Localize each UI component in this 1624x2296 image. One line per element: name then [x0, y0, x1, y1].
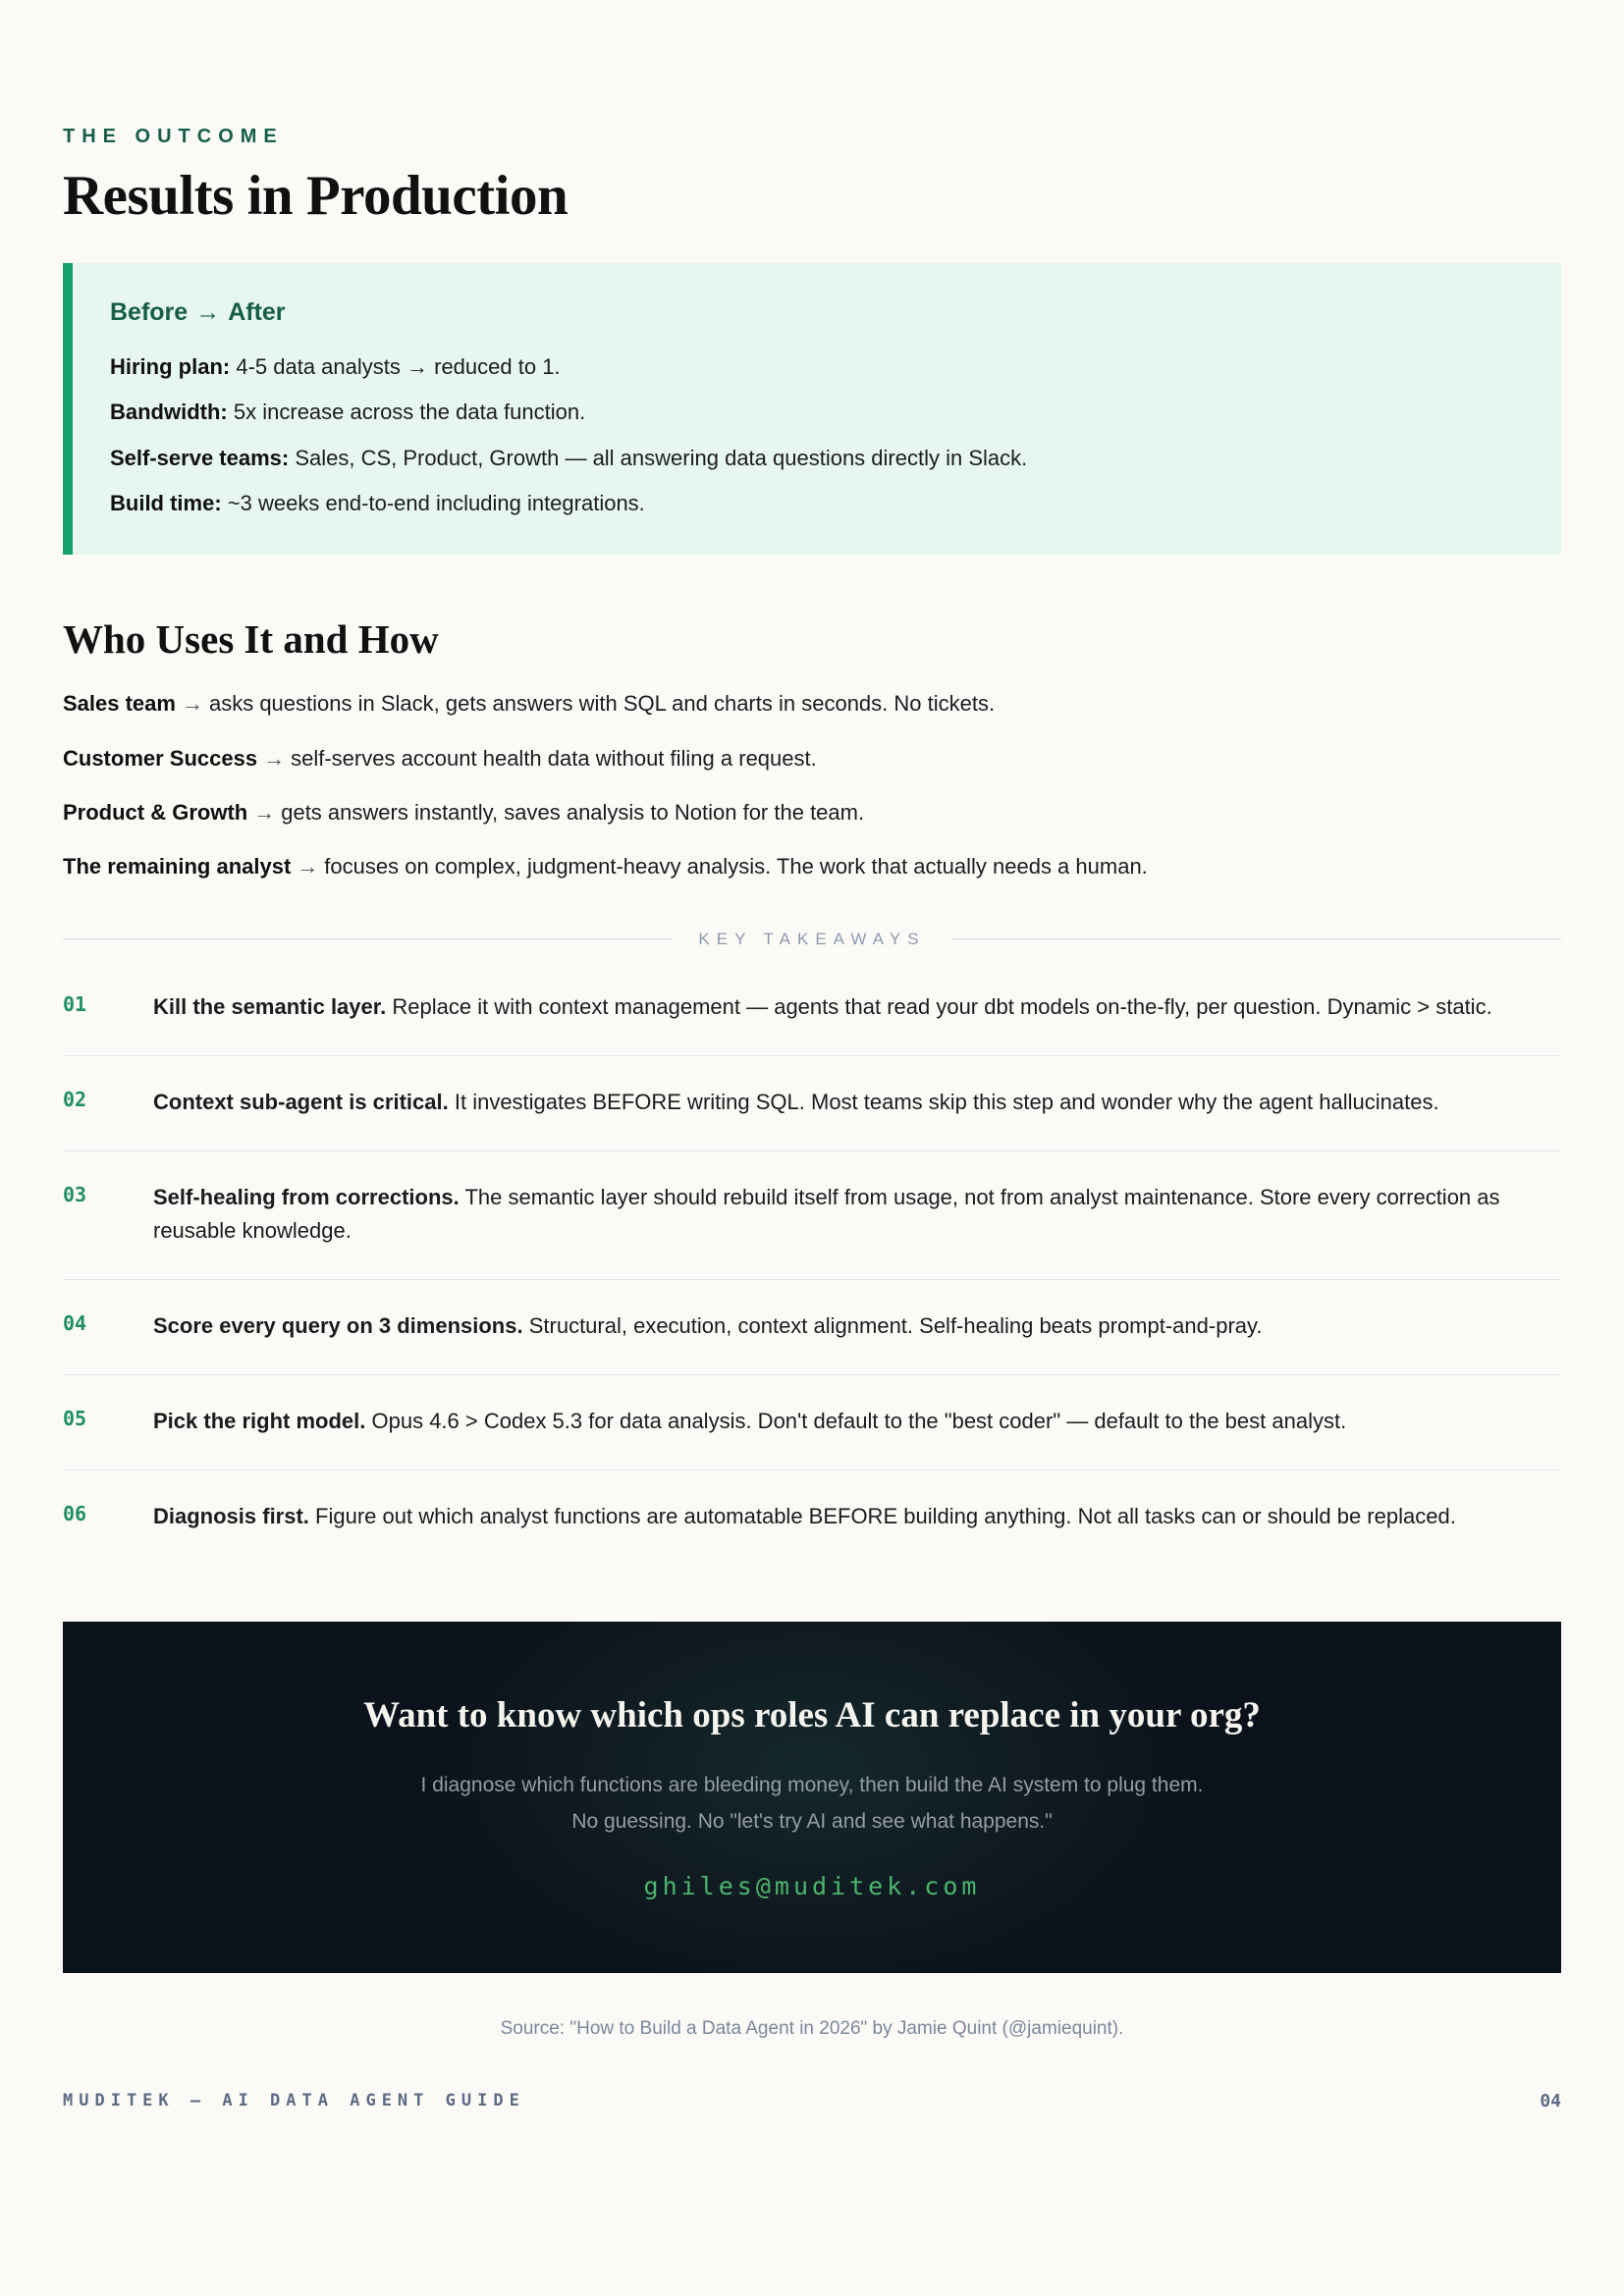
divider-line — [951, 938, 1561, 939]
who-uses-text: focuses on complex, judgment-heavy analysis. The work that actually needs a human. — [324, 854, 1148, 880]
right-arrow-icon: → — [195, 298, 221, 326]
callout-line-label: Build time: — [110, 490, 222, 515]
callout-line-label: Bandwidth: — [110, 400, 228, 425]
takeaway-lead: Kill the semantic layer. — [153, 993, 387, 1019]
cta-subtitle-line2: No guessing. No "let's try AI and see what happens." — [571, 1809, 1053, 1833]
takeaway-text: Replace it with context management — agents that read your dbt models on-the-fly, per question. Dynamic > static. — [392, 993, 1492, 1019]
takeaway-number: 02 — [63, 1087, 87, 1111]
who-uses-text: asks questions in Slack, gets answers with SQL and charts in seconds. No tickets. — [208, 691, 996, 717]
takeaway-item — [63, 1470, 1561, 1565]
who-uses-label: Sales team — [63, 691, 176, 717]
callout-heading-after: After — [228, 298, 286, 326]
callout-line-label: Self-serve teams: — [110, 445, 290, 470]
callout-heading-before: Before — [110, 298, 189, 326]
callout-line — [110, 446, 1520, 470]
who-uses-label: Product & Growth — [63, 799, 248, 825]
takeaway-body — [153, 990, 1492, 1024]
who-uses-item — [63, 854, 1561, 880]
takeaway-number: 05 — [63, 1406, 87, 1430]
callout-line-text: 5x increase across the data function. — [233, 400, 586, 425]
takeaway-lead: Score every query on 3 dimensions. — [153, 1312, 523, 1338]
takeaway-item — [63, 1056, 1561, 1151]
callout-heading — [110, 298, 1520, 327]
right-arrow-icon: → — [181, 691, 203, 717]
takeaway-text: Opus 4.6 > Codex 5.3 for data analysis. Don't default to the "best coder" — default to the best analyst. — [371, 1408, 1347, 1433]
footer-brand: MUDITEK — AI DATA AGENT GUIDE — [63, 2091, 525, 2111]
right-arrow-icon: → — [263, 745, 286, 771]
who-uses-heading: Who Uses It and How — [63, 616, 439, 663]
takeaway-item — [63, 1375, 1561, 1470]
who-uses-label: The remaining analyst — [63, 854, 292, 880]
page-footer — [63, 2091, 1561, 2111]
takeaway-lead: Pick the right model. — [153, 1408, 366, 1433]
takeaway-item — [63, 1280, 1561, 1375]
before-after-callout — [63, 263, 1561, 555]
who-uses-text: self-serves account health data without filing a request. — [291, 745, 817, 771]
takeaway-item — [63, 1151, 1561, 1280]
callout-line-text: ~3 weeks end-to-end including integrations. — [227, 490, 645, 515]
takeaway-lead: Context sub-agent is critical. — [153, 1089, 449, 1114]
takeaway-number: 01 — [63, 991, 87, 1016]
contact-email-link[interactable]: ghiles@muditek.com — [643, 1871, 981, 1900]
cta-title: Want to know which ops roles AI can replace in your org? — [363, 1694, 1261, 1735]
who-uses-item — [63, 746, 1561, 772]
takeaway-body — [153, 1405, 1346, 1438]
page-number: 04 — [1540, 2090, 1561, 2111]
key-takeaways-divider — [63, 930, 1561, 949]
takeaway-text: Figure out which analyst functions are automatable BEFORE building anything. Not all tasks can or should be replaced. — [315, 1503, 1456, 1528]
section-eyebrow: THE OUTCOME — [63, 126, 284, 147]
takeaway-body — [153, 1086, 1439, 1119]
divider-label: KEY TAKEAWAYS — [698, 929, 926, 948]
takeaway-number: 03 — [63, 1182, 87, 1206]
takeaways-list — [63, 961, 1561, 1565]
right-arrow-icon: → — [297, 854, 319, 880]
takeaway-text: Structural, execution, context alignment. Self-healing beats prompt-and-pray. — [528, 1312, 1263, 1338]
callout-line-text: 4-5 data analysts → reduced to 1. — [236, 354, 561, 379]
contact-cta-banner — [63, 1622, 1561, 1973]
who-uses-item — [63, 691, 1561, 717]
takeaway-body — [153, 1309, 1262, 1343]
takeaway-body — [153, 1181, 1508, 1248]
takeaway-text: It investigates BEFORE writing SQL. Most teams skip this step and wonder why the agent hallucinates. — [454, 1089, 1439, 1114]
page-title: Results in Production — [63, 165, 568, 227]
callout-line-label: Hiring plan: — [110, 354, 231, 379]
takeaway-lead: Diagnosis first. — [153, 1503, 309, 1528]
page-header — [63, 0, 1561, 228]
who-uses-item — [63, 800, 1561, 826]
callout-line-text: Sales, CS, Product, Growth — all answering data questions directly in Slack. — [295, 445, 1028, 470]
source-attribution: Source: "How to Build a Data Agent in 2026" by Jamie Quint (@jamiequint). — [500, 2017, 1124, 2039]
takeaway-text: The semantic layer should rebuild itself from usage, not from analyst maintenance. Store every correction as reusable knowledge. — [153, 1184, 1500, 1243]
divider-line — [63, 938, 673, 939]
right-arrow-icon: → — [253, 799, 276, 825]
who-uses-text: gets answers instantly, saves analysis to Notion for the team. — [281, 799, 865, 825]
takeaway-item — [63, 961, 1561, 1056]
cta-subtitle-line1: I diagnose which functions are bleeding money, then build the AI system to plug them. — [420, 1773, 1204, 1796]
takeaway-number: 06 — [63, 1501, 87, 1525]
callout-line — [110, 400, 1520, 424]
callout-line — [110, 491, 1520, 515]
takeaway-body — [153, 1500, 1456, 1533]
who-uses-label: Customer Success — [63, 745, 258, 771]
callout-line — [110, 354, 1520, 379]
takeaway-number: 04 — [63, 1310, 87, 1335]
takeaway-lead: Self-healing from corrections. — [153, 1184, 460, 1209]
